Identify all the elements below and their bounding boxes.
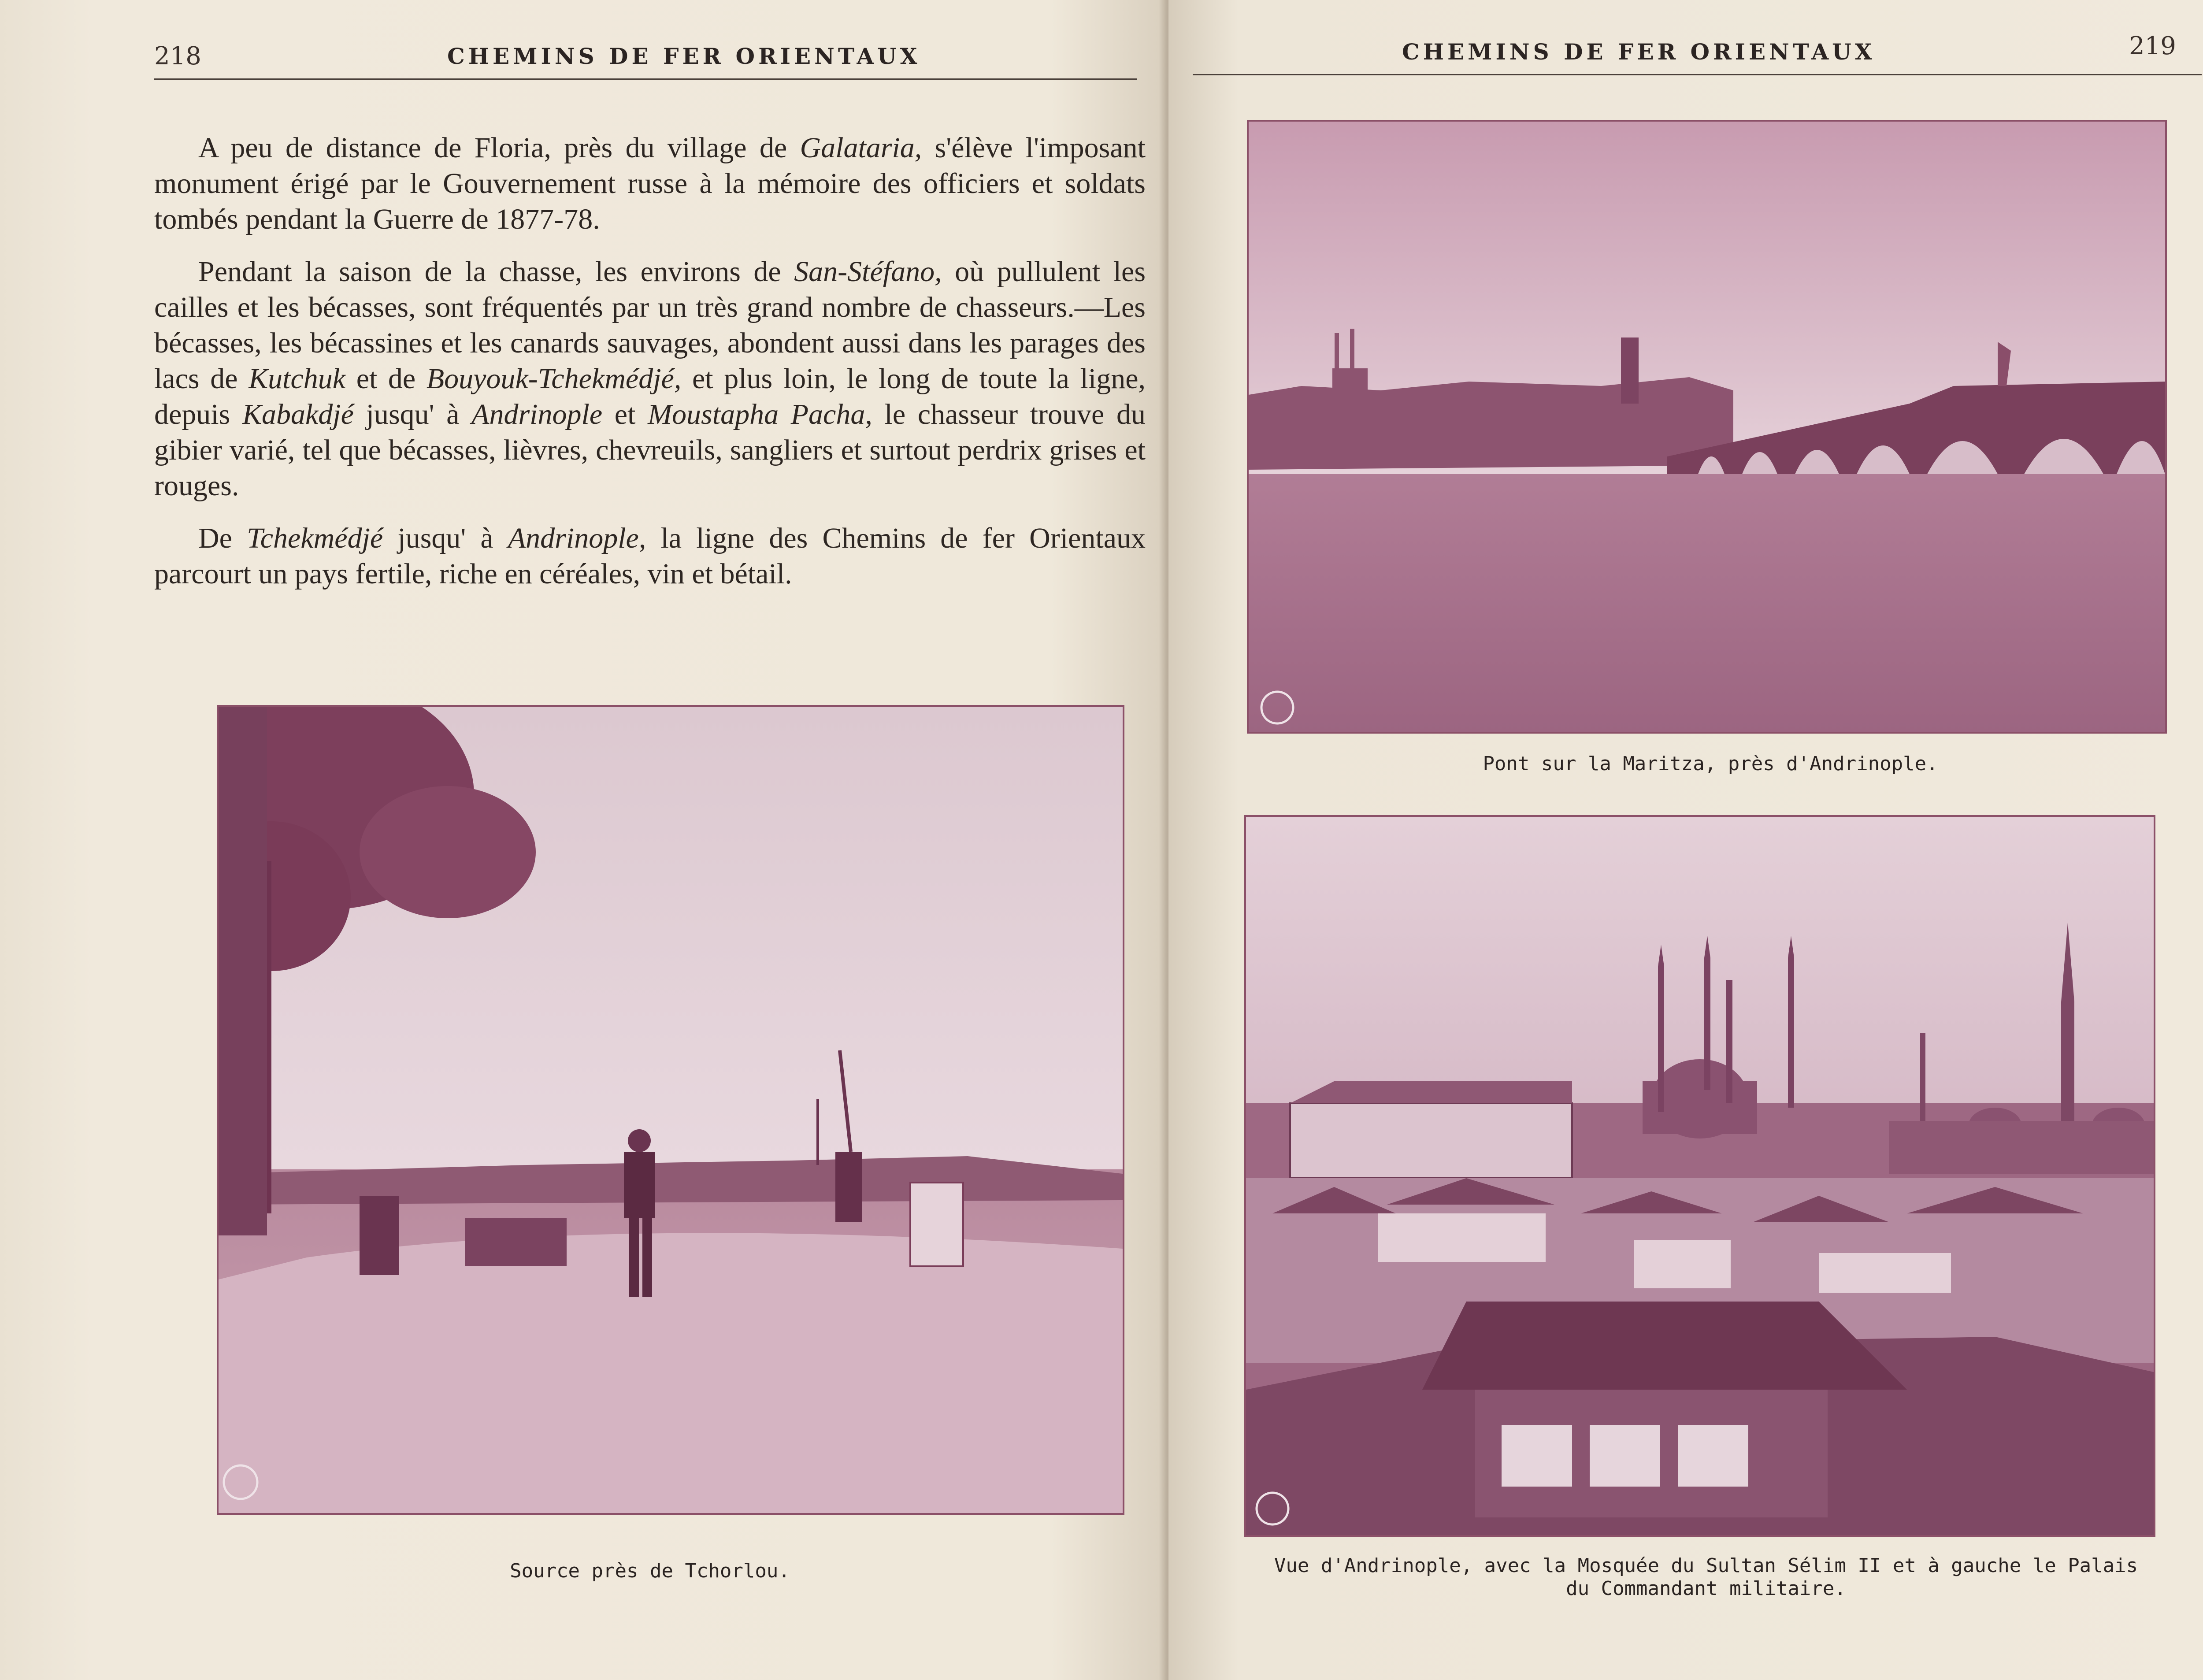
right-page xyxy=(1168,0,2203,1680)
paragraph-2: Pendant la saison de la chasse, les environs de San-Stéfano, où pullulent les cailles et les bécasses, sont fréquentés par un très grand nombre de chasseurs.—Les bécasses, les bécassines et les canards sauvages, abondent aussi dans les parages des lacs de Kutchuk et de Bouyouk-Tchekmédjé, et plus loin, le long de toute la ligne, depuis Kabakdjé jusqu' à Andrinople et Moustapha Pacha, le chasseur trouve du gibier varié, tel que bécasses, lièvres, chevreuils, sangliers et surtout perdrix grises et rouges. xyxy=(154,256,1146,502)
paragraph-3: De Tchekmédjé jusqu' à Andrinople, la ligne des Chemins de fer Orientaux parcourt un pays fertile, riche en céréales, vin et bétail. xyxy=(154,522,1146,590)
header-rule-right xyxy=(1193,74,2202,75)
page-number-right: 219 xyxy=(2129,32,2176,60)
page-number-left: 218 xyxy=(154,42,201,70)
caption-vue-andrinople-line2: du Commandant militaire. xyxy=(1566,1577,1846,1600)
body-text xyxy=(154,130,1146,608)
caption-pont-maritza: Pont sur la Maritza, près d'Andrinople. xyxy=(1483,753,1938,775)
photo-source-tchorlou xyxy=(217,705,1124,1515)
photo-source-tchorlou-image xyxy=(219,707,1123,1513)
paragraph-1: A peu de distance de Floria, près du village de Galataria, s'élève l'imposant monument érigé par le Gouvernement russe à la mémoire des officiers et soldats tombés pendant la Guerre de 1877-78. xyxy=(154,132,1146,235)
photo-vue-andrinople xyxy=(1244,815,2155,1537)
photo-pont-maritza xyxy=(1247,120,2167,734)
running-head-right: CHEMINS DE FER ORIENTAUX xyxy=(1402,39,1876,65)
photo-pont-maritza-image xyxy=(1249,122,2165,732)
caption-vue-andrinople xyxy=(1182,1554,2203,1600)
running-head-left: CHEMINS DE FER ORIENTAUX xyxy=(447,43,921,69)
caption-source-tchorlou: Source près de Tchorlou. xyxy=(510,1560,790,1582)
caption-vue-andrinople-line1: Vue d'Andrinople, avec la Mosquée du Sultan Sélim II et à gauche le Palais xyxy=(1274,1554,2138,1577)
header-rule-left xyxy=(154,78,1137,80)
photo-vue-andrinople-image xyxy=(1246,817,2154,1535)
